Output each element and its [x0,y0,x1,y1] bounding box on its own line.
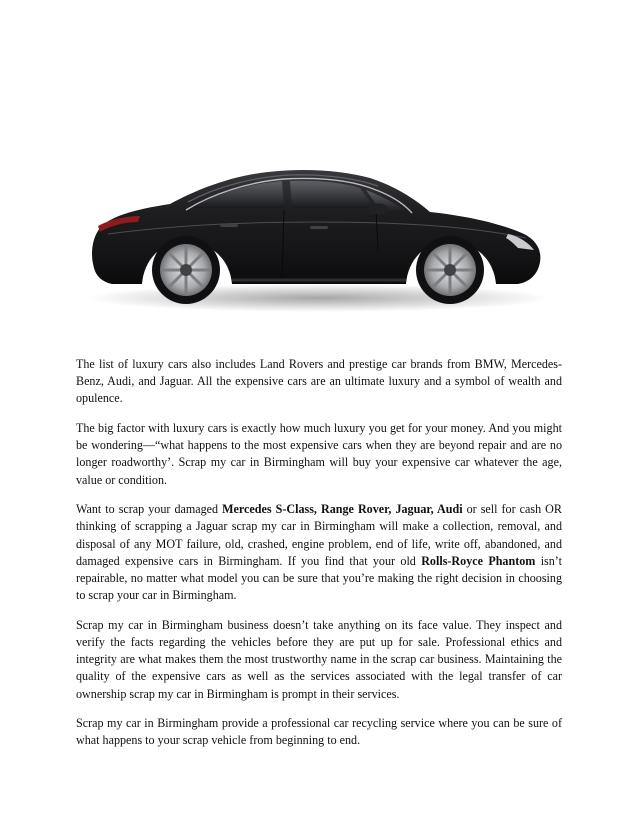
paragraph-text-segment: isn’t repairable, no matter what model you can be sure that you’re making the right decision in choosing to scrap your car in Birmingham. [76,553,562,603]
article-text [76,356,562,762]
paragraph-text-segment: or sell for cash OR thinking of scrapping a Jaguar scrap my car in Birmingham will make a collection, removal, and disposal of any MOT failure, old, crashed, engine problem, end of life, write off, abandoned, and damaged expensive cars in Birmingham. If you find that your old [76,502,562,568]
luxury-sedan-car-icon [78,150,558,320]
paragraph-text-segment: Want to scrap your damaged [76,502,223,517]
paragraph-luxury-brands: The list of luxury cars also includes Land Rovers and prestige car brands from BMW, Mercedes-Benz, Audi, and Jaguar. All the expensive cars are an ultimate luxury and a symbol of wealth and opulence. [76,357,562,406]
paragraph-recycling-service: Scrap my car in Birmingham provide a professional car recycling service where you can be sure of what happens to your scrap vehicle from beginning to end. [76,716,562,748]
front-wheel [416,236,484,304]
bold-rolls-royce: Rolls-Royce Phantom [421,553,536,568]
paragraph-business-ethics: Scrap my car in Birmingham business doesn’t take anything on its face value. They inspect and verify the facts regarding the vehicles before they are put up for sale. Professional ethics and integrity are what makes them the most trustworthy name in the scrap car business. Maintaining the quality of the expensive cars as well as the services associated with the legal transfer of car ownership scrap my car in Birmingham is prompt in their services. [76,617,562,701]
door-handle-rear [220,224,238,227]
rear-wheel [152,236,220,304]
car-shadow [86,284,550,312]
paragraph-luxury-value: The big factor with luxury cars is exactly how much luxury you get for your money. And you might be wondering—“what happens to the most expensive cars when they are beyond repair and are no longer roadworthy’. Scrap my car in Birmingham will buy your expensive car whatever the age, value or condition. [76,421,562,487]
bold-car-models: Mercedes S-Class, Range Rover, Jaguar, Audi [222,502,463,517]
paragraph-scrap-models [76,501,562,604]
car-image [78,150,558,320]
door-handle-front [310,226,328,229]
